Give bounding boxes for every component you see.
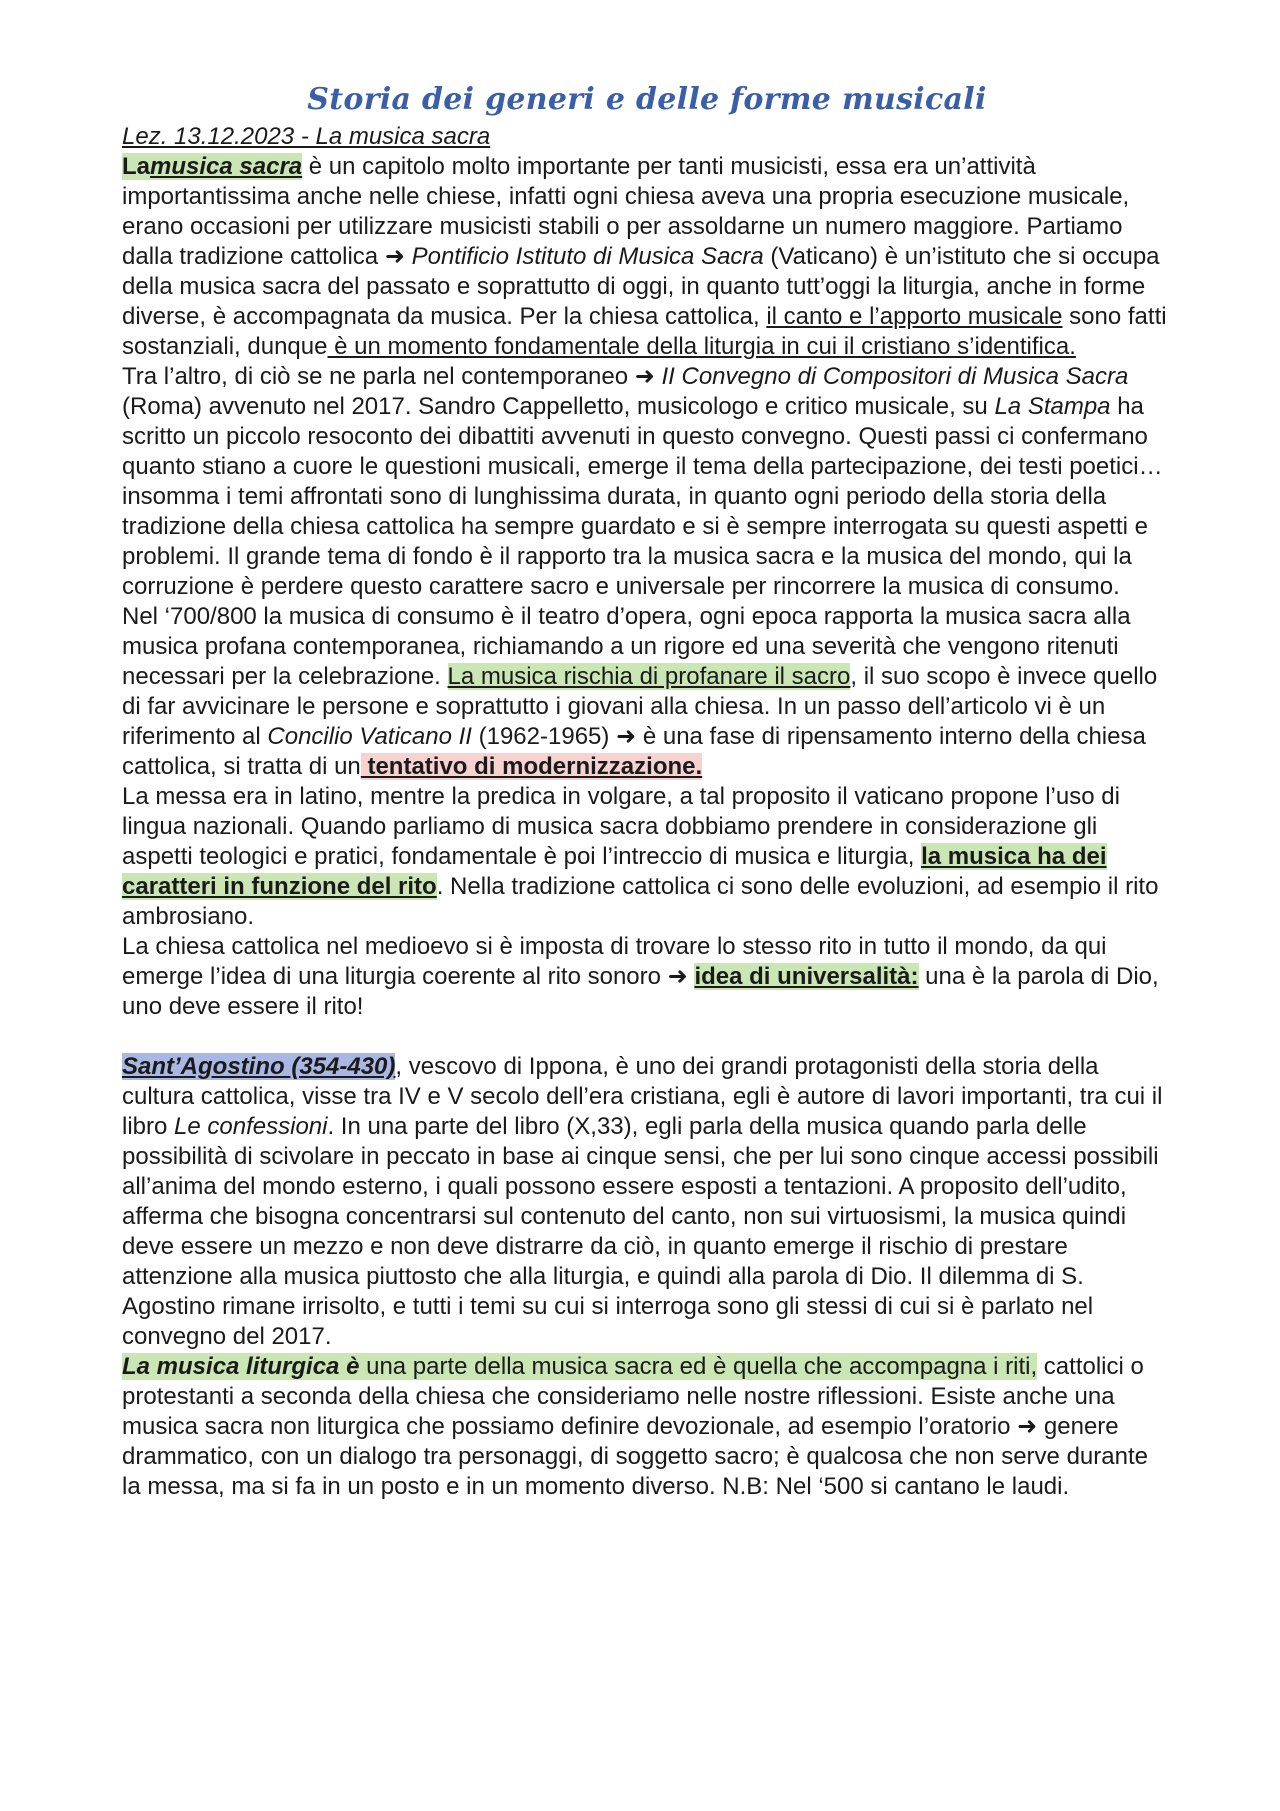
text-span: La messa era in latino, mentre la predica in volgare, a tal proposito il vaticano propone l’uso di lingua nazionali. Quando parliamo di musica sacra dobbiamo prendere in considerazione gli aspetti teologici e pratici, fondamentale è poi l’intreccio di musica e liturgia, — [122, 783, 1120, 870]
text-span: Tra l’altro, di ciò se ne parla nel contemporaneo — [122, 363, 635, 390]
arrow-icon: ➜ — [634, 363, 655, 390]
italic-pontificio-istituto: Pontificio Istituto di Musica Sacra — [404, 243, 764, 270]
paragraph-convegno — [122, 362, 1172, 602]
text-span: La chiesa cattolica nel medioevo si è imposta di trovare lo stesso rito in tutto il mondo, da qui emerge l’idea di una liturgia coerente al rito sonoro — [122, 933, 1107, 990]
text-span: ha scritto un piccolo resoconto dei dibattiti avvenuti in questo convegno. Questi passi ci confermano quanto stiano a cuore le questioni musicali, emerge il tema della partecipazione, dei testi poetici…insomma i temi affrontati sono di lunghissima durata, in quanto ogni periodo della storia della tradizione della chiesa cattolica ha sempre guardato e si è sempre interrogata su questi aspetti e problemi. Il grande tema di fondo è il rapporto tra la musica sacra e la musica del mondo, qui la corruzione è perdere questo carattere sacro e universale per rincorrere la musica di consumo. — [122, 393, 1163, 600]
paragraph-gap — [122, 1022, 1172, 1052]
paragraph-agostino — [122, 1052, 1172, 1352]
highlight-modernizzazione: tentativo di modernizzazione. — [360, 753, 703, 780]
paragraph-universalita — [122, 932, 1172, 1022]
text-span: sono fatti sostanziali, dunque — [122, 303, 1167, 360]
text-span: Nel ‘700/800 la musica di consumo è il teatro d’opera, ogni epoca rapporta la musica sacra alla musica profana contemporanea, richiamando a un rigore ed una severità che vengono ritenuti necessari per la celebrazione. — [122, 603, 1131, 690]
document-page — [122, 80, 1172, 1502]
text-span: (Vaticano) è un’istituto che si occupa della musica sacra del passato e soprattutto di oggi, in quanto tutt’oggi la liturgia, anche in forme diverse, è accompagnata da musica. Per la chiesa cattolica, — [122, 243, 1160, 330]
text-span: (Roma) avvenuto nel 2017. Sandro Cappelletto, musicologo e critico musicale, su — [122, 393, 995, 420]
highlight-musica-sacra: musica sacra — [150, 153, 303, 180]
italic-concilio: Concilio Vaticano II — [267, 723, 472, 750]
text-span: . Nella tradizione cattolica ci sono delle evoluzioni, ad esempio il rito ambrosiano. — [122, 873, 1159, 930]
highlight-universalita: idea di universalità: — [694, 963, 919, 990]
paragraph-teatro-opera — [122, 602, 1172, 782]
highlight-musica-liturgica: La musica liturgica è — [122, 1353, 360, 1380]
text-span: cattolici o protestanti a seconda della chiesa che consideriamo nelle nostre riflessioni. Esiste anche una musica sacra non liturgica che possiamo definire devozionale, ad esempio l’oratorio — [122, 1353, 1144, 1440]
text-span: , vescovo di Ippona, è uno dei grandi protagonisti della storia della cultura cattolica, visse tra IV e V secolo dell’era cristiana, egli è autore di lavori importanti, tra cui il libro — [122, 1053, 1163, 1140]
underline-momento-fondamentale: è un momento fondamentale della liturgia in cui il cristiano s’identifica. — [327, 333, 1076, 360]
italic-la-stampa: La Stampa — [994, 393, 1111, 420]
highlight-la: La — [122, 153, 151, 180]
text-span: , il suo scopo è invece quello di far avvicinare le persone e soprattutto i giovani alla chiesa. In un passo dell’articolo vi è un riferimento al — [122, 663, 1158, 750]
arrow-icon: ➜ — [667, 963, 688, 990]
document-title: Storia dei generi e delle forme musicali — [307, 82, 987, 117]
paragraph-musica-sacra — [122, 152, 1172, 362]
highlight-accompagna-riti: una parte della musica sacra ed è quella che accompagna i riti, — [359, 1353, 1038, 1380]
arrow-icon: ➜ — [384, 243, 405, 270]
paragraph-messa-latino — [122, 782, 1172, 932]
underline-canto: il canto e l’apporto musicale — [766, 303, 1063, 330]
text-span: . In una parte del libro (X,33), egli parla della musica quando parla delle possibilità di scivolare in peccato in base ai cinque sensi, che per lui sono cinque accessi possibili all’anima del mondo esterno, i quali possono essere esposti a tentazioni. A proposito dell’udito, afferma che bisogna concentrarsi sul contenuto del canto, non sui virtuosismi, la musica quindi deve essere un mezzo e non deve distrarre da ciò, in quanto emerge il rischio di prestare attenzione alla musica piuttosto che alla liturgia, e quindi alla parola di Dio. Il dilemma di S. Agostino rimane irrisolto, e tutti i temi su cui si interroga sono gli stessi di cui si è parlato nel convegno del 2017. — [122, 1113, 1159, 1350]
text-span: genere drammatico, con un dialogo tra personaggi, di soggetto sacro; è qualcosa che non serve durante la messa, ma si fa in un posto e in un momento diverso. N.B: Nel ‘500 si cantano le laudi. — [122, 1413, 1148, 1500]
text-span: (1962-1965) — [471, 723, 617, 750]
highlight-funzione-rito: la musica ha dei caratteri in funzione del rito — [122, 843, 1107, 900]
highlight-agostino: Sant’Agostino (354-430) — [122, 1053, 396, 1080]
highlight-profanare: La musica rischia di profanare il sacro — [447, 663, 851, 690]
lesson-heading: Lez. 13.12.2023 - La musica sacra — [122, 123, 491, 150]
italic-confessioni: Le confessioni — [174, 1113, 328, 1140]
arrow-icon: ➜ — [616, 723, 637, 750]
text-span: è un capitolo molto importante per tanti musicisti, essa era un’attività importantissima anche nelle chiese, infatti ogni chiesa aveva una propria esecuzione musicale, erano occasioni per utilizzare musicisti stabili o per assoldarne un numero maggiore. Partiamo dalla tradizione cattolica — [122, 153, 1130, 270]
italic-convegno: II Convegno di Compositori di Musica Sacra — [654, 363, 1129, 390]
arrow-icon: ➜ — [1017, 1413, 1038, 1440]
text-span: una è la parola di Dio, uno deve essere il rito! — [122, 963, 1159, 1020]
paragraph-musica-liturgica — [122, 1352, 1172, 1502]
text-span: è una fase di ripensamento interno della chiesa cattolica, si tratta di un — [122, 723, 1146, 780]
